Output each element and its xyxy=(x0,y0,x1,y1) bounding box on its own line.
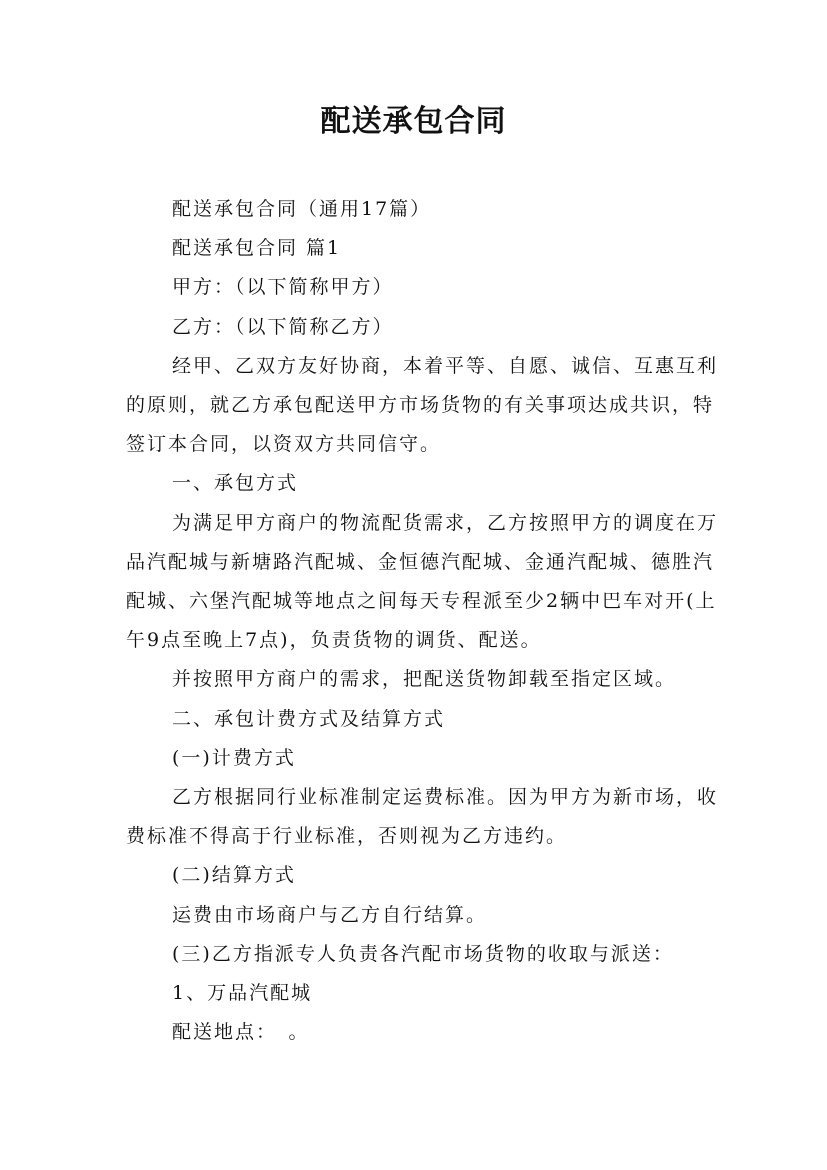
paragraph-billing-method: 乙方根据同行业标准制定运费标准。因为甲方为新市场，收费标准不得高于行业标准，否则视为乙方违约。 xyxy=(126,786,719,848)
section-heading-contract-mode: 一、承包方式 xyxy=(172,472,299,495)
paragraph-heading-part1: 配送承包合同 篇1 xyxy=(172,237,342,260)
paragraph-party-a: 甲方：（以下简称甲方） xyxy=(172,276,394,299)
paragraph-settlement: 运费由市场商户与乙方自行结算。 xyxy=(172,903,488,926)
paragraph-party-b: 乙方：（以下简称乙方） xyxy=(172,315,394,338)
subheading-dispatch: (三)乙方指派专人负责各汽配市场货物的收取与派送： xyxy=(172,942,674,965)
list-item-wanpin: 1、万品汽配城 xyxy=(172,982,313,1005)
paragraph-contract-mode: 为满足甲方商户的物流配货需求，乙方按照甲方的调度在万品汽配城与新塘路汽配城、金恒德汽配城、金通汽配城、德胜汽配城、六堡汽配城等地点之间每天专程派至少2辆中巴车对开(上午9点至晚上7点)，负责货物的调货、配送。 xyxy=(126,511,719,652)
paragraph-preamble: 经甲、乙双方友好协商，本着平等、自愿、诚信、互惠互利的原则，就乙方承包配送甲方市场货物的有关事项达成共识，特签订本合同，以资双方共同信守。 xyxy=(126,354,719,456)
section-heading-billing: 二、承包计费方式及结算方式 xyxy=(172,707,446,730)
document-title: 配送承包合同 xyxy=(320,104,507,139)
document-body xyxy=(126,190,718,1052)
paragraph-delivery-location: 配送地点： 。 xyxy=(172,1021,310,1044)
paragraph-unloading: 并按照甲方商户的需求，把配送货物卸载至指定区域。 xyxy=(172,668,677,691)
paragraph-subtitle: 配送承包合同（通用17篇） xyxy=(172,198,432,220)
subheading-billing-method: (一)计费方式 xyxy=(172,746,296,769)
subheading-settlement: (二)结算方式 xyxy=(172,864,296,887)
